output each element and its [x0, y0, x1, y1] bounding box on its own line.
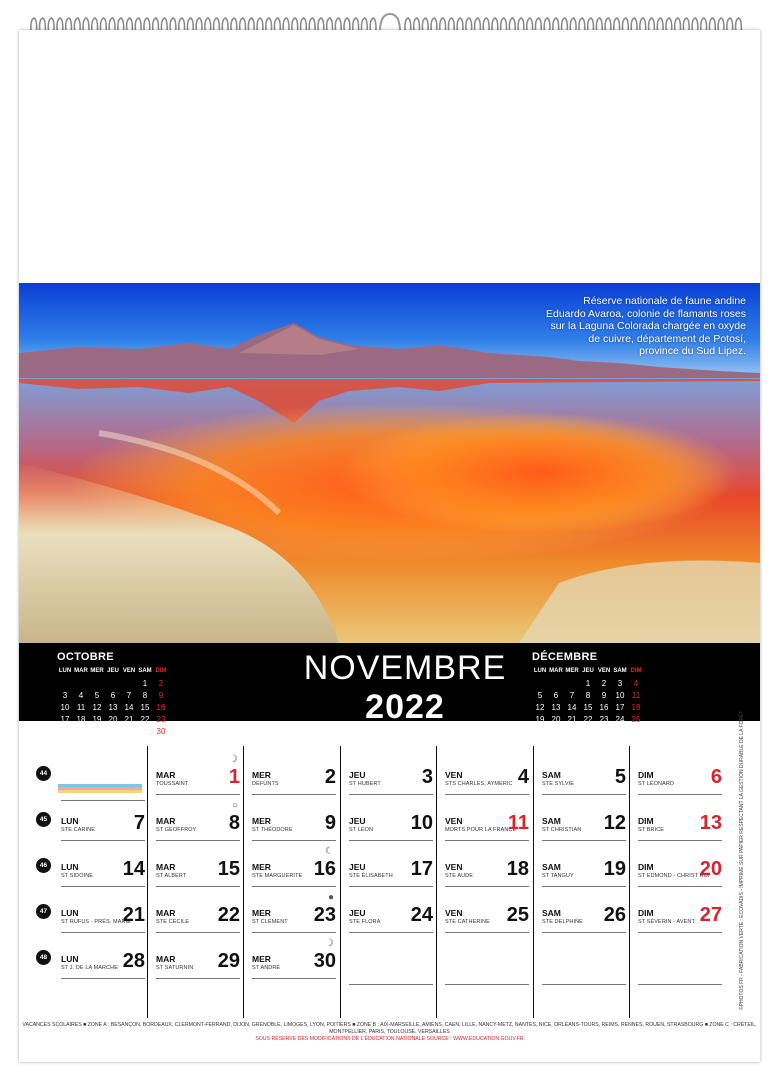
saint-name: ST RUFUS - PRÉS. MARIE [61, 919, 131, 925]
writing-line [61, 932, 145, 933]
mini-weekday-label: DIM [630, 668, 642, 674]
mini-day: 18 [76, 714, 86, 724]
day-number: 5 [614, 766, 626, 788]
writing-line [445, 794, 529, 795]
mini-day: 22 [583, 714, 593, 724]
mini-day: 1 [142, 678, 148, 688]
mini-day: 25 [76, 726, 86, 736]
weekday-label: LUN [61, 862, 79, 872]
mini-day [548, 677, 564, 689]
weekday-label: MAR [156, 770, 176, 780]
mini-day: 14 [567, 702, 577, 712]
saint-name: STE AUDE [445, 873, 474, 879]
mini-day: 21 [124, 714, 134, 724]
saint-name: ST ALBERT [156, 873, 187, 879]
mini-day: 6 [553, 690, 559, 700]
mini-weekday-label: JEU [107, 668, 119, 674]
mini-day: 4 [633, 678, 639, 688]
day-cell[interactable] [349, 766, 433, 816]
writing-line [445, 840, 529, 841]
day-number: 7 [133, 812, 145, 834]
mini-day: 19 [92, 714, 102, 724]
weekday-label: MER [252, 770, 271, 780]
empty-cell [349, 954, 433, 1000]
day-cell[interactable] [445, 858, 529, 908]
writing-line [638, 886, 722, 887]
day-number: 12 [603, 812, 626, 834]
weekday-label: VEN [445, 816, 463, 826]
weekday-label: MAR [156, 954, 176, 964]
writing-line [156, 886, 240, 887]
saint-name: ST CHRISTIAN [542, 827, 582, 833]
week-number-badge: 48 [36, 950, 51, 965]
mini-weekday-label: VEN [597, 668, 611, 674]
mini-day [532, 677, 548, 689]
mini-day [105, 677, 121, 689]
writing-line [349, 984, 433, 985]
writing-line [638, 984, 722, 985]
mini-day: 4 [78, 690, 84, 700]
writing-line [638, 932, 722, 933]
mini-day: 26 [535, 726, 545, 736]
day-number: 23 [313, 904, 336, 926]
mini-day: 21 [567, 714, 577, 724]
day-column [340, 746, 437, 1018]
writing-line [638, 794, 722, 795]
vacation-bands [58, 784, 142, 792]
writing-line [542, 932, 626, 933]
day-cell[interactable] [542, 812, 626, 862]
mini-day: 12 [535, 702, 545, 712]
empty-cell [638, 954, 722, 1000]
weekday-label: DIM [638, 862, 654, 872]
writing-line [61, 800, 145, 801]
day-number: 14 [122, 858, 145, 880]
mini-day: 17 [615, 702, 625, 712]
saint-name: STS CHARLES, AYMERIC [445, 781, 513, 787]
day-number: 15 [217, 858, 240, 880]
mini-day: 1 [585, 678, 591, 688]
mini-weekday-label: SAM [613, 668, 627, 674]
saint-name: MORTS POUR LA FRANCE [445, 827, 517, 833]
mini-weekday-label: DIM [155, 668, 167, 674]
writing-line [349, 794, 433, 795]
mini-day: 14 [124, 702, 134, 712]
mini-calendar-previous [57, 651, 257, 749]
saint-name: ST TANGUY [542, 873, 574, 879]
weekday-label: JEU [349, 816, 366, 826]
moon-phase-icon: ☾ [325, 846, 334, 857]
mini-weekday-label: MAR [74, 668, 88, 674]
day-cell[interactable] [638, 766, 722, 816]
week-number-badge: 45 [36, 812, 51, 827]
day-cell[interactable] [349, 858, 433, 908]
day-cell[interactable] [252, 892, 336, 954]
mini-day: 28 [124, 726, 134, 736]
day-cell[interactable] [252, 766, 336, 816]
weekday-label: SAM [542, 908, 561, 918]
empty-cell [445, 954, 529, 1000]
mini-day: 8 [585, 690, 591, 700]
saint-name: STE MARGUERITE [252, 873, 303, 879]
day-cell[interactable] [61, 904, 145, 954]
writing-line [542, 794, 626, 795]
saint-name: ST SATURNIN [156, 965, 194, 971]
moon-phase-icon: ☽ [229, 754, 238, 765]
mini-day [628, 725, 644, 737]
mini-day: 6 [110, 690, 116, 700]
day-number: 1 [228, 766, 240, 788]
weekday-label: MER [252, 954, 271, 964]
day-cell[interactable] [542, 766, 626, 816]
weekday-label: MAR [156, 908, 176, 918]
mini-calendar-title: DÉCEMBRE [532, 651, 598, 663]
weekday-label: JEU [349, 770, 366, 780]
year: 2022 [365, 688, 445, 726]
weekday-label: DIM [638, 816, 654, 826]
mini-day: 16 [599, 702, 609, 712]
writing-line [156, 932, 240, 933]
mini-calendar-next [532, 651, 732, 737]
saint-name: ST CLÉMENT [252, 919, 288, 925]
writing-line [252, 978, 336, 979]
day-cell[interactable] [638, 858, 722, 908]
weekday-label: MER [252, 908, 271, 918]
day-number: 24 [410, 904, 433, 926]
day-number: 22 [217, 904, 240, 926]
day-number: 10 [410, 812, 433, 834]
mini-day: 15 [140, 702, 150, 712]
day-number: 27 [699, 904, 722, 926]
day-column [147, 746, 244, 1018]
mini-day [564, 677, 580, 689]
mini-weekday-label: LUN [58, 668, 72, 674]
saint-name: ST J. DE LA MARCHE [61, 965, 119, 971]
vacation-zone-c-bar [58, 790, 142, 793]
weekday-label: SAM [542, 816, 561, 826]
weekday-label: DIM [638, 908, 654, 918]
landscape-photo [19, 283, 760, 643]
day-cell[interactable] [445, 812, 529, 862]
day-column [629, 746, 726, 1018]
month-name: NOVEMBRE [303, 649, 507, 687]
weekday-label: DIM [638, 770, 654, 780]
writing-line [61, 886, 145, 887]
writing-line [349, 932, 433, 933]
month-title [275, 649, 535, 739]
saint-name: STE CATHERINE [445, 919, 490, 925]
day-cell[interactable] [156, 800, 240, 862]
saint-name: ST SIDOINE [61, 873, 94, 879]
day-cell[interactable] [252, 938, 336, 1000]
day-cell[interactable] [638, 812, 722, 862]
week-number-badge: 44 [36, 766, 51, 781]
mini-day: 30 [599, 726, 609, 736]
saint-name: ST GEOFFROY [156, 827, 197, 833]
day-cell[interactable] [61, 858, 145, 908]
saint-name: ST BRICE [638, 827, 665, 833]
footer [19, 1022, 760, 1043]
mini-calendar-table [57, 665, 169, 749]
saint-name: STE DELPHINE [542, 919, 583, 925]
mini-day [73, 677, 89, 689]
mini-day [57, 677, 73, 689]
writing-line [252, 932, 336, 933]
side-credit: ©PHOTOS FR - FABRICATION VERTE : ECOVADIS - IMPRIMÉ SUR PAPIER RESPECTANT LA GESTION DURABLE DE LA FORÊT [739, 710, 745, 1010]
mini-day: 10 [615, 690, 625, 700]
mini-weekday-label: MER [565, 668, 579, 674]
saint-name: STE SYLVIE [542, 781, 575, 787]
day-number: 21 [122, 904, 145, 926]
day-number: 6 [710, 766, 722, 788]
mini-weekday-label: MAR [549, 668, 563, 674]
writing-line [156, 978, 240, 979]
saint-name: ST ANDRÉ [252, 965, 281, 971]
mini-day: 29 [140, 726, 150, 736]
day-cell[interactable] [349, 812, 433, 862]
weekday-label: LUN [61, 908, 79, 918]
day-column [533, 746, 630, 1018]
weekday-label: MAR [156, 862, 176, 872]
writing-line [252, 794, 336, 795]
saint-name: ST LÉON [349, 827, 374, 833]
weekday-label: VEN [445, 770, 463, 780]
writing-line [542, 840, 626, 841]
weekday-label: JEU [349, 908, 366, 918]
mini-day: 9 [601, 690, 607, 700]
day-number: 28 [122, 950, 145, 972]
source-note: SOUS RÉSERVE DES MODIFICATIONS DE L'ÉDUCATION NATIONALE SOURCE : WWW.EDUCATION.GOUV.FR [255, 1036, 524, 1042]
weekday-label: VEN [445, 862, 463, 872]
mini-day: 18 [631, 702, 641, 712]
day-number: 13 [699, 812, 722, 834]
mini-day: 13 [551, 702, 561, 712]
mini-day: 20 [551, 714, 561, 724]
day-number: 2 [324, 766, 336, 788]
weekday-label: JEU [349, 862, 366, 872]
weekday-label: SAM [542, 862, 561, 872]
writing-line [638, 840, 722, 841]
saint-name: ST EDMOND - CHRIST ROI [638, 873, 710, 879]
mini-day: 3 [62, 690, 68, 700]
saint-name: ST SÉVERIN - AVENT [638, 919, 695, 925]
day-cell[interactable] [252, 846, 336, 908]
day-number: 9 [324, 812, 336, 834]
mini-day: 30 [156, 726, 166, 736]
day-number: 19 [603, 858, 626, 880]
mini-day: 19 [535, 714, 545, 724]
day-cell[interactable] [156, 754, 240, 816]
day-cell[interactable] [61, 812, 145, 862]
writing-line [542, 984, 626, 985]
mini-day: 20 [108, 714, 118, 724]
mini-day: 24 [615, 714, 625, 724]
day-number: 18 [506, 858, 529, 880]
day-number: 11 [507, 812, 529, 834]
writing-line [252, 886, 336, 887]
day-column [243, 746, 340, 1018]
writing-line [445, 886, 529, 887]
mini-day: 5 [94, 690, 100, 700]
mini-weekday-label: JEU [582, 668, 594, 674]
day-column [436, 746, 533, 1018]
vacation-legend: VACANCES SCOLAIRES ■ ZONE A : BESANÇON, BORDEAUX, CLERMONT-FERRAND, DIJON, GRENOBLE, LIMOGES, LYON, POITIERS ■ ZONE B : AIX-MARSEILLE, AMIENS, CAEN, LILLE, NANCY-METZ, NANTES, NICE, ORLÉANS-TOURS, REIMS, RENNES, ROUEN, STRASBOURG ■ ZONE C : CRÉTEIL, MONTPELLIER, PARIS, TOULOUSE, VERSAILLES [22, 1022, 757, 1035]
day-number: 25 [506, 904, 529, 926]
weekday-label: LUN [61, 954, 79, 964]
writing-line [445, 984, 529, 985]
mini-day: 28 [567, 726, 577, 736]
day-cell[interactable] [638, 904, 722, 954]
day-number: 17 [410, 858, 433, 880]
mini-day: 23 [156, 714, 166, 724]
mini-day: 25 [631, 714, 641, 724]
mini-day: 31 [615, 726, 625, 736]
writing-line [445, 932, 529, 933]
mini-day: 26 [92, 726, 102, 736]
week-number-badge: 46 [36, 858, 51, 873]
writing-line [61, 978, 145, 979]
saint-name: ST THÉODORE [252, 827, 293, 833]
mini-day: 24 [60, 726, 70, 736]
saint-name: ST HUBERT [349, 781, 381, 787]
saint-name: DÉFUNTS [252, 781, 279, 787]
mini-day: 11 [76, 702, 86, 712]
moon-phase-icon: ○ [231, 800, 238, 811]
week-number-badge: 47 [36, 904, 51, 919]
saint-name: STE FLORA [349, 919, 381, 925]
mini-day: 7 [126, 690, 132, 700]
header-band [19, 643, 760, 748]
mini-calendar-title: OCTOBRE [57, 651, 114, 663]
writing-line [349, 886, 433, 887]
photo-caption: Réserve nationale de faune andine Eduardo Avaroa, colonie de flamants roses sur la Laguna Colorada chargée en oxyde de cuivre, département de Potosí, province du Sud Lipez. [546, 295, 747, 357]
saint-name: STE ÉLISABETH [349, 873, 393, 879]
day-cell[interactable] [542, 858, 626, 908]
weekday-label: MER [252, 862, 271, 872]
day-cell[interactable] [156, 858, 240, 908]
weekday-label: VEN [445, 908, 463, 918]
saint-name: STE CARINE [61, 827, 96, 833]
mini-weekday-label: VEN [122, 668, 136, 674]
mini-day: 11 [631, 690, 641, 700]
moon-phase-icon: ● [327, 892, 334, 903]
weekday-label: MAR [156, 816, 176, 826]
day-cell[interactable] [445, 766, 529, 816]
mini-day: 15 [583, 702, 593, 712]
weekday-label: LUN [61, 816, 79, 826]
mini-day [89, 677, 105, 689]
mini-day: 7 [569, 690, 575, 700]
weekday-label: SAM [542, 770, 561, 780]
weekday-label: MER [252, 816, 271, 826]
mini-day [121, 677, 137, 689]
mini-day: 2 [601, 678, 607, 688]
day-cell[interactable] [349, 904, 433, 954]
day-number: 20 [699, 858, 722, 880]
day-cell[interactable] [445, 904, 529, 954]
mini-day: 23 [599, 714, 609, 724]
mini-day: 17 [60, 714, 70, 724]
mini-day: 13 [108, 702, 118, 712]
day-cell[interactable] [61, 950, 145, 1000]
mini-day: 27 [108, 726, 118, 736]
mini-day: 10 [60, 702, 70, 712]
mini-day: 31 [60, 738, 70, 748]
saint-name: STE CÉCILE [156, 919, 190, 925]
writing-line [156, 840, 240, 841]
mini-day: 3 [617, 678, 623, 688]
writing-line [349, 840, 433, 841]
writing-line [542, 886, 626, 887]
day-number: 8 [228, 812, 240, 834]
mini-weekday-label: MER [90, 668, 104, 674]
saint-name: TOUSSAINT [156, 781, 189, 787]
writing-line [156, 794, 240, 795]
mini-day: 27 [551, 726, 561, 736]
day-number: 3 [421, 766, 433, 788]
day-number: 29 [217, 950, 240, 972]
mini-day: 12 [92, 702, 102, 712]
writing-line [252, 840, 336, 841]
day-cell[interactable] [542, 904, 626, 954]
mini-day: 9 [158, 690, 164, 700]
day-cell[interactable] [156, 950, 240, 1000]
day-number: 4 [517, 766, 529, 788]
moon-phase-icon: ☽ [325, 938, 334, 949]
photo-location: BOLIVIE, AMÉRIQUE DU SUD [326, 727, 484, 739]
day-number: 30 [313, 950, 336, 972]
mini-day: 16 [156, 702, 166, 712]
empty-cell [61, 770, 145, 816]
mini-day: 22 [140, 714, 150, 724]
empty-cell [542, 954, 626, 1000]
day-number: 26 [603, 904, 626, 926]
mini-day: 2 [158, 678, 164, 688]
day-cell[interactable] [156, 904, 240, 954]
mini-day: 8 [142, 690, 148, 700]
mini-weekday-label: LUN [533, 668, 547, 674]
mini-calendar-table [532, 665, 644, 737]
day-number: 16 [313, 858, 336, 880]
mini-day: 5 [537, 690, 543, 700]
mini-weekday-label: SAM [138, 668, 152, 674]
day-cell[interactable] [252, 812, 336, 862]
writing-line [61, 840, 145, 841]
saint-name: ST LÉONARD [638, 781, 675, 787]
mini-day: 29 [583, 726, 593, 736]
